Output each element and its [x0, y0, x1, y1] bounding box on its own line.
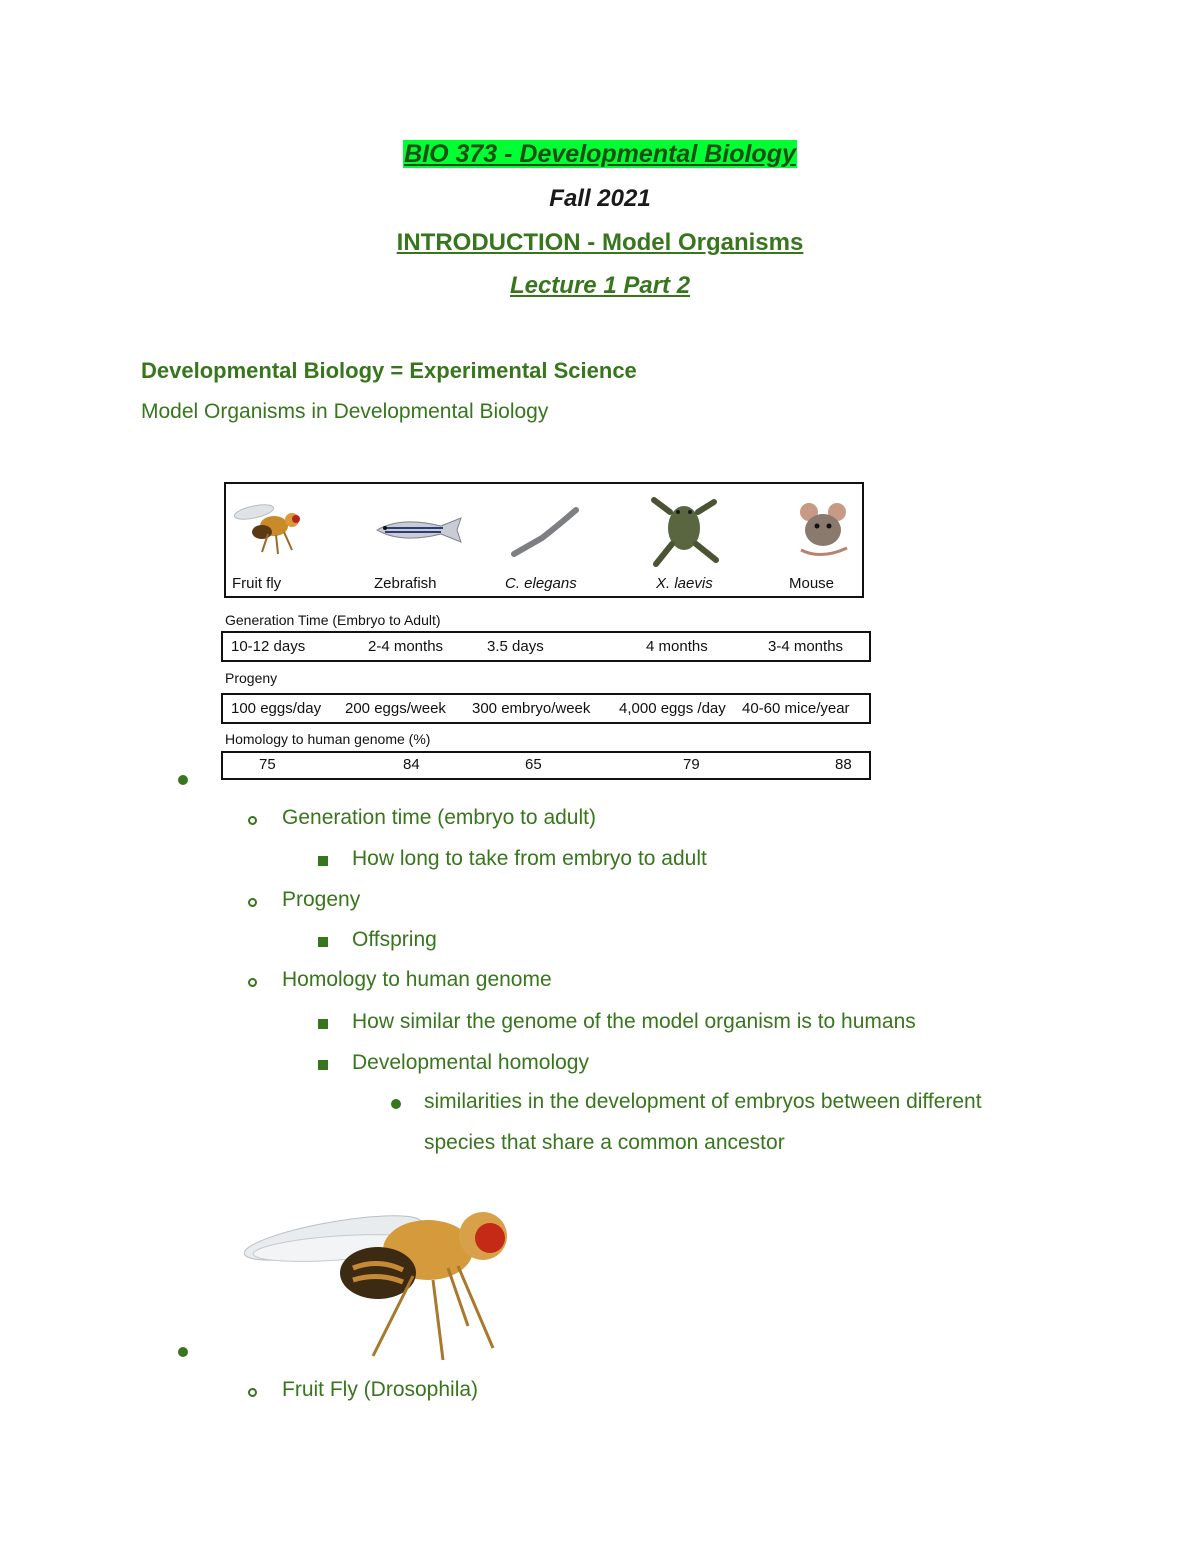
organism-label: Mouse	[789, 575, 835, 592]
table-cell: 200 eggs/week	[345, 700, 446, 717]
table-cell: 75	[259, 756, 276, 773]
square-bullet-icon	[318, 1060, 328, 1070]
table-cell: 79	[683, 756, 700, 773]
fruit-fly-image	[234, 498, 312, 560]
list-item: similarities in the development of embryos between different	[424, 1090, 982, 1113]
organisms-panel	[224, 482, 864, 598]
organism-label: Zebrafish	[374, 575, 437, 592]
list-item: Generation time (embryo to adult)	[282, 806, 596, 829]
table-cell: 3-4 months	[768, 638, 844, 655]
circle-bullet-icon	[248, 1388, 257, 1397]
table-cell: 65	[525, 756, 542, 773]
list-item: How long to take from embryo to adult	[352, 847, 707, 870]
list-item: Homology to human genome	[282, 968, 552, 991]
mouse-image	[791, 498, 855, 564]
list-item: Offspring	[352, 928, 437, 951]
x-laevis-image	[644, 494, 724, 572]
course-title	[0, 140, 1200, 169]
table-cell: 2-4 months	[368, 638, 444, 655]
c-elegans-image	[508, 502, 583, 562]
term-label: Fall 2021	[549, 185, 651, 212]
table-cell: 10-12 days	[231, 638, 306, 655]
circle-bullet-icon	[248, 898, 257, 907]
list-item: How similar the genome of the model organism is to humans	[352, 1010, 916, 1033]
fruit-fly-photo	[243, 1188, 533, 1368]
table-cell: 3.5 days	[487, 638, 544, 655]
organism-label: X. laevis	[656, 575, 713, 592]
list-item: Developmental homology	[352, 1051, 589, 1074]
circle-bullet-icon	[248, 816, 257, 825]
section-subheading: Model Organisms in Developmental Biology	[141, 400, 549, 423]
bullet-icon	[178, 775, 188, 785]
lecture-title: Lecture 1 Part 2	[509, 272, 691, 299]
zebrafish-image	[371, 512, 466, 548]
bullet-icon	[178, 1347, 188, 1357]
table-cell: 100 eggs/day	[231, 700, 322, 717]
progeny-row	[221, 693, 871, 724]
model-organisms-figure	[218, 478, 878, 783]
list-item: Progeny	[282, 888, 361, 911]
square-bullet-icon	[318, 1019, 328, 1029]
generation-time-label: Generation Time (Embryo to Adult)	[225, 612, 441, 628]
circle-bullet-icon	[248, 978, 257, 987]
table-cell: 4,000 eggs /day	[619, 700, 726, 717]
generation-time-row	[221, 631, 871, 662]
table-cell: 88	[835, 756, 852, 773]
organism-label: C. elegans	[505, 575, 577, 592]
topic-title: INTRODUCTION - Model Organisms	[396, 229, 804, 256]
course-title-text: BIO 373 - Developmental Biology	[404, 140, 796, 168]
list-item: Fruit Fly (Drosophila)	[282, 1378, 479, 1401]
section-heading: Developmental Biology = Experimental Science	[141, 358, 637, 383]
list-item: species that share a common ancestor	[424, 1131, 785, 1154]
progeny-label: Progeny	[225, 670, 278, 686]
table-cell: 40-60 mice/year	[742, 700, 850, 717]
homology-row	[221, 751, 871, 780]
bullet-icon	[391, 1099, 401, 1109]
table-cell: 84	[403, 756, 420, 773]
table-cell: 4 months	[646, 638, 708, 655]
homology-label: Homology to human genome (%)	[225, 731, 431, 747]
organism-label: Fruit fly	[232, 575, 282, 592]
table-cell: 300 embryo/week	[472, 700, 591, 717]
square-bullet-icon	[318, 856, 328, 866]
square-bullet-icon	[318, 937, 328, 947]
